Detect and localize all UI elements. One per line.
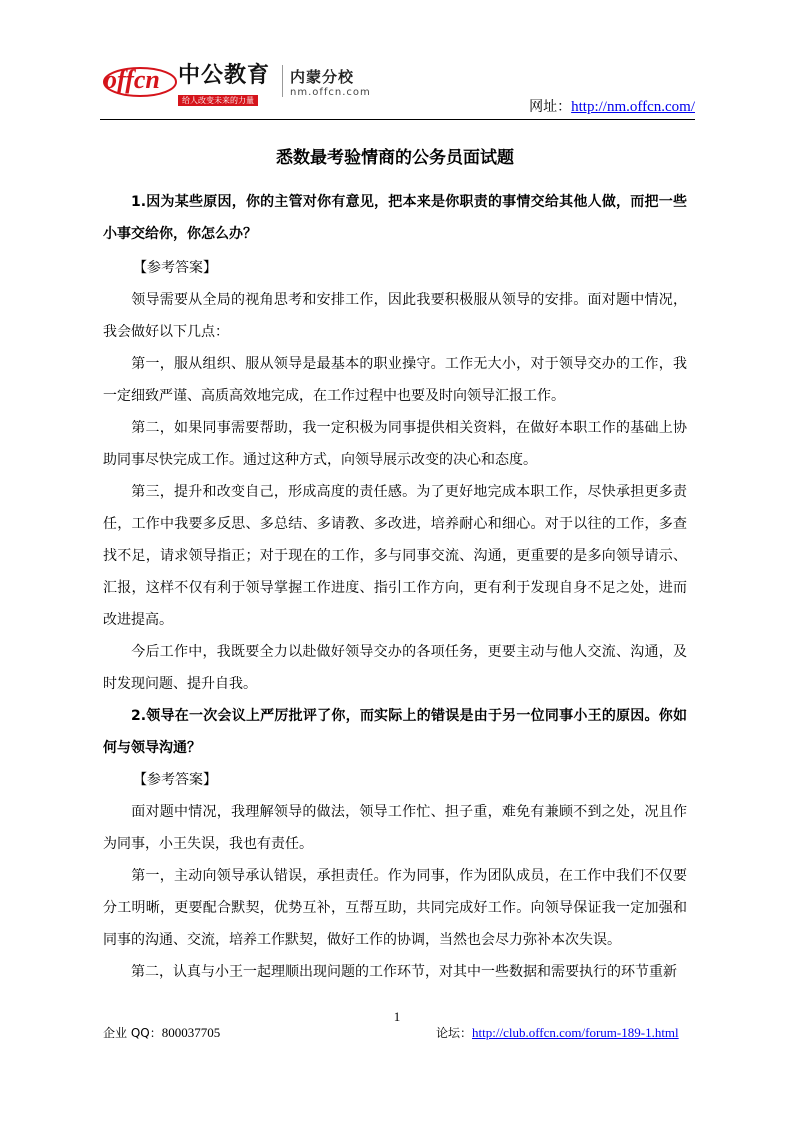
- document-title: 悉数最考验情商的公务员面试题: [276, 148, 514, 168]
- branch-name: 内蒙分校: [290, 68, 355, 86]
- header-rule: [100, 119, 695, 120]
- answer-1-paragraph: 第二，如果同事需要帮助，我一定积极为同事提供相关资料，在做好本职工作的基础上协助同事尽快完成工作。通过这种方式，向领导展示改变的决心和态度。: [103, 420, 687, 468]
- qq-label: 企业 QQ：: [103, 1026, 162, 1040]
- brand-slogan: 给人改变未来的力量: [178, 95, 258, 106]
- logo-divider: [282, 65, 283, 97]
- footer-qq: [103, 1025, 220, 1041]
- forum-label: 论坛：: [436, 1026, 473, 1040]
- answer-1-paragraph: 领导需要从全局的视角思考和安排工作，因此我要积极服从领导的安排。面对题中情况，我会做好以下几点：: [103, 292, 687, 340]
- footer-forum: [436, 1025, 679, 1041]
- page-header: [100, 56, 695, 116]
- question-2: [103, 700, 687, 764]
- answer-1-paragraph: 第一，服从组织、服从领导是最基本的职业操守。工作无大小，对于领导交办的工作，我一定细致严谨、高质高效地完成，在工作过程中也要及时向领导汇报工作。: [103, 356, 687, 404]
- site-label: 网址：: [529, 99, 572, 115]
- question-1-text: 1.因为某些原因，你的主管对你有意见，把本来是你职责的事情交给其他人做，而把一些小事交给你，你怎么办？: [103, 194, 687, 242]
- question-1: [103, 186, 687, 250]
- answer-2-tag: 【参考答案】: [133, 772, 217, 788]
- offcn-logo-icon: [100, 56, 180, 106]
- brand-logo: [178, 64, 270, 107]
- answer-1-tag: 【参考答案】: [133, 260, 217, 276]
- answer-2-paragraph: 第一，主动向领导承认错误，承担责任。作为同事，作为团队成员，在工作中我们不仅要分工明晰，更要配合默契，优势互补，互帮互助，共同完成好工作。向领导保证我一定加强和同事的沟通、交流，培养工作默契，做好工作的协调，当然也会尽力弥补本次失误。: [103, 868, 687, 948]
- forum-link[interactable]: http://club.offcn.com/forum-189-1.html: [472, 1025, 679, 1040]
- branch-info: [290, 68, 371, 100]
- site-line: [529, 98, 695, 116]
- answer-1-paragraph: 第三，提升和改变自己，形成高度的责任感。为了更好地完成本职工作，尽快承担更多责任，工作中我要多反思、多总结、多请教、多改进，培养耐心和细心。对于以往的工作，多查找不足，请求领导指正；对于现在的工作，多与同事交流、沟通，更重要的是多向领导请示、汇报，这样不仅有利于领导掌握工作进度、指引工作方向，更有利于发现自身不足之处，进而改进提高。: [103, 484, 687, 628]
- brand-cn: 中公教育: [178, 63, 271, 88]
- site-link[interactable]: http://nm.offcn.com/: [571, 99, 695, 115]
- qq-number: 800037705: [161, 1025, 221, 1040]
- answer-2-paragraph: 第二，认真与小王一起理顺出现问题的工作环节，对其中一些数据和需要执行的环节重新: [131, 964, 677, 980]
- question-2-text: 2.领导在一次会议上严厉批评了你，而实际上的错误是由于另一位同事小王的原因。你如何与领导沟通？: [103, 708, 687, 756]
- brand-en-text: offcn: [104, 65, 160, 94]
- page-number: 1: [393, 1009, 401, 1024]
- answer-1-paragraph: 今后工作中，我既要全力以赴做好领导交办的各项任务，更要主动与他人交流、沟通，及时发现问题、提升自我。: [103, 644, 687, 692]
- answer-2-paragraph: 面对题中情况，我理解领导的做法，领导工作忙、担子重，难免有兼顾不到之处，况且作为同事，小王失误，我也有责任。: [103, 804, 687, 852]
- branch-url: nm.offcn.com: [290, 87, 371, 98]
